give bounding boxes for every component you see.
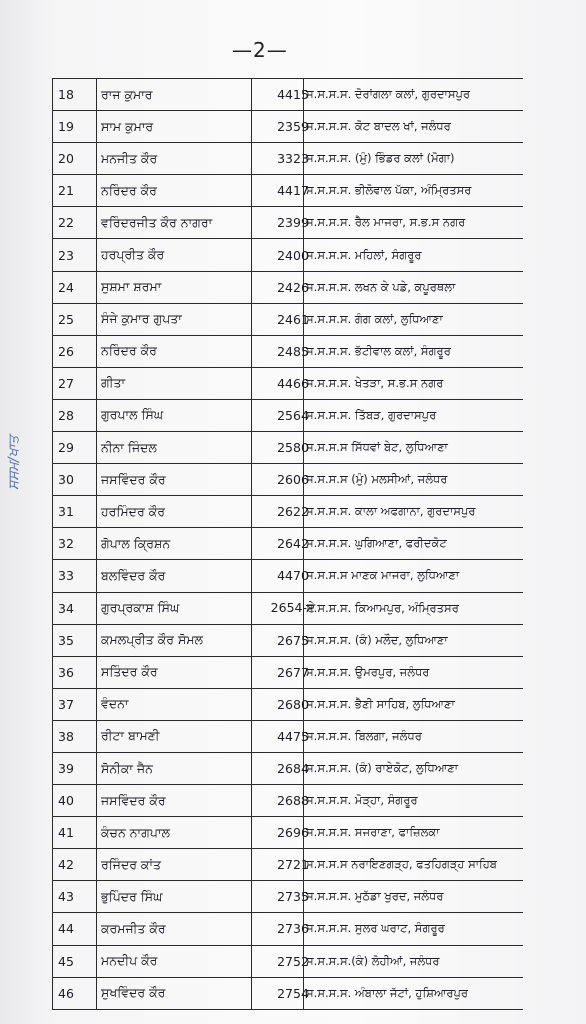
serial-number-cell: 22 [58,215,74,231]
serial-number-cell: 36 [58,664,74,680]
school-cell: ਸ.ਸ.ਸ.ਸ. ਦੋਰਾਂਗਲਾ ਕਲਾਂ, ਗੁਰਦਾਸਪੁਰ [306,87,471,102]
code-cell: 2696 [277,825,309,841]
code-cell: 2400 [277,247,309,263]
school-cell: ਸ.ਸ.ਸ.ਸ. (ਮੁੰ) ਭਿੰਡਰ ਕਲਾਂ (ਮੋਗਾ) [306,151,455,166]
school-cell: ਸ.ਸ.ਸ.ਸ. ਤਿੱਬੜ, ਗੁਰਦਾਸਪੁਰ [306,407,437,422]
column-divider [251,496,252,527]
serial-number-cell: 19 [58,119,74,135]
column-divider [251,817,252,848]
column-divider [251,946,252,977]
serial-number-cell: 40 [58,793,74,809]
serial-number-cell: 30 [58,472,74,488]
column-divider [251,207,252,238]
code-cell: 2580 [277,440,309,456]
teacher-name-cell: ਭੁਪਿੰਦਰ ਸਿੰਘ [101,888,163,904]
table-row [53,304,523,336]
code-cell: 2359 [277,119,309,135]
serial-number-cell: 25 [58,311,74,327]
serial-number-cell: 28 [58,407,74,423]
serial-number-cell: 26 [58,343,74,359]
table-row [53,913,523,945]
code-cell: 2426 [277,279,309,295]
teacher-name-cell: ਰੀਟਾ ਬਾਮਣੀ [101,728,160,744]
table-row [53,207,523,239]
school-cell: ਸ.ਸ.ਸ.ਸ. (ਕੰ) ਮਲੌਦ, ਲੁਧਿਆਣਾ [306,632,448,647]
column-divider [251,560,252,591]
teacher-name-cell: ਨਰਿੰਦਰ ਕੌਰ [101,182,157,198]
school-cell: ਸ.ਸ.ਸ.ਸ. ਗੰਗ ਕਲਾਂ, ਲੁਧਿਆਣਾ [306,311,443,326]
school-cell: ਸ.ਸ.ਸ.ਸ. ਮੁਠੱਡਾ ਖੁਰਦ, ਜਲੰਧਰ [306,889,444,904]
column-divider [251,111,252,142]
code-cell: 2485 [277,343,309,359]
teacher-name-cell: ਵਰਿੰਦਰਜੀਤ ਕੌਰ ਨਾਗਰਾ [101,214,213,230]
table-row [53,175,523,207]
teacher-name-cell: ਸਾਮ ਕੁਮਾਰ [101,118,154,134]
serial-number-cell: 20 [58,151,74,167]
column-divider [251,239,252,270]
table-row [53,657,523,689]
teacher-name-cell: ਰਾਜ ਕੁਮਾਰ [101,86,153,102]
code-cell: 4417 [277,183,309,199]
column-divider [251,336,252,367]
teacher-name-cell: ਗੀਤਾ [101,375,126,391]
teacher-name-cell: ਸੁਸ਼ਮਾ ਸ਼ਰਮਾ [101,279,162,295]
school-cell: ਸ.ਸ.ਸ.ਸ ਮਾਣਕ ਮਾਜਰਾ, ਲੁਧਿਆਣਾ [306,568,460,583]
column-divider [251,978,252,1009]
school-cell: ਸ.ਸ.ਸ.ਸ. ਕੋਟ ਬਾਦਲ ਖਾਂ, ਜਲੰਧਰ [306,119,451,134]
school-cell: ਸ.ਸ.ਸ.ਸ. ਕਿਆਮਪੁਰ, ਅੰਮ੍ਰਿਤਸਰ [306,600,459,615]
code-cell: 4466 [277,375,309,391]
table-row [53,593,523,625]
table-row [53,400,523,432]
teacher-name-cell: ਮਨਜੀਤ ਕੌਰ [101,150,158,166]
table-row [53,753,523,785]
school-cell: ਸ.ਸ.ਸ.ਸ. ਮੋੜ੍ਹਾ, ਸੰਗਰੂਰ [306,793,418,808]
code-cell: 2754 [277,985,309,1001]
school-cell: ਸ.ਸ.ਸ.ਸ. ਬਿਲਗਾ, ਜਲੰਧਰ [306,728,422,743]
page-number: —2— [232,38,288,62]
table-row [53,625,523,657]
column-divider [251,689,252,720]
table-row [53,560,523,592]
table-row [53,111,523,143]
school-cell: ਸ.ਸ.ਸ.ਸ.(ਕੰ) ਲੋਹੀਆਂ, ਜਲੰਧਰ [306,953,440,968]
teacher-name-cell: ਜਸਵਿੰਦਰ ਕੌਰ [101,471,166,487]
serial-number-cell: 27 [58,375,74,391]
teacher-name-cell: ਗੁਰਪ੍ਰਕਾਸ਼ ਸਿੰਘ [101,600,180,616]
teacher-name-cell: ਰਜਿੰਦਰ ਕਾਂਤ [101,856,161,872]
column-divider [251,721,252,752]
school-cell: ਸ.ਸ.ਸ.ਸ ਨਰਾਇਣਗੜ੍ਹ, ਫਤਹਿਗੜ੍ਹ ਸਾਹਿਬ [306,857,497,872]
column-divider [251,913,252,944]
column-divider [251,593,252,624]
column-divider [251,528,252,559]
school-cell: ਸ.ਸ.ਸ.ਸ. (ਕੰ) ਰਾਏਕੋਟ, ਲੁਧਿਆਣਾ [306,761,458,776]
column-divider [251,753,252,784]
teacher-list-table [52,78,523,1010]
serial-number-cell: 38 [58,728,74,744]
table-row [53,272,523,304]
code-cell: 3323 [277,151,309,167]
code-cell: 2680 [277,696,309,712]
column-divider [251,464,252,495]
serial-number-cell: 45 [58,953,74,969]
code-cell: 2564 [277,407,309,423]
code-cell: 2461 [277,311,309,327]
code-cell: 2399 [277,215,309,231]
teacher-name-cell: ਸਤਿੰਦਰ ਕੌਰ [101,664,158,680]
teacher-name-cell: ਗੋਪਾਲ ਕ੍ਰਿਸ਼ਨ [101,535,171,551]
school-cell: ਸ.ਸ.ਸ.ਸ. ਖੇਤੜਾ, ਸ.ਭ.ਸ ਨਗਰ [306,375,444,390]
serial-number-cell: 33 [58,568,74,584]
column-divider [251,849,252,880]
table-row [53,978,523,1010]
teacher-name-cell: ਨੀਨਾ ਜਿੰਦਲ [101,439,157,455]
column-divider [251,368,252,399]
column-divider [251,400,252,431]
table-row [53,528,523,560]
serial-number-cell: 34 [58,600,74,616]
table-row [53,689,523,721]
teacher-name-cell: ਕਮਲਪ੍ਰੀਤ ਕੌਰ ਸੋਮਲ [101,632,203,648]
serial-number-cell: 18 [58,87,74,103]
code-cell: 2752 [277,953,309,969]
code-cell: 2642 [277,536,309,552]
code-cell: 2677 [277,664,309,680]
teacher-name-cell: ਜਸਵਿੰਦਰ ਕੌਰ [101,792,166,808]
code-cell: 2735 [277,889,309,905]
school-cell: ਸ.ਸ.ਸ.ਸ ਸਿੱਧਵਾਂ ਬੇਟ, ਲੁਧਿਆਣਾ [306,440,448,455]
table-row [53,721,523,753]
serial-number-cell: 42 [58,857,74,873]
teacher-name-cell: ਕਰਮਜੀਤ ਕੌਰ [101,920,166,936]
table-row [53,946,523,978]
school-cell: ਸ.ਸ.ਸ.ਸ. ਅੰਬਾਲਾ ਜੱਟਾਂ, ਹੁਸ਼ਿਆਰਪੁਰ [306,985,469,1000]
teacher-name-cell: ਕੰਚਨ ਨਾਗਪਾਲ [101,824,170,840]
school-cell: ਸ.ਸ.ਸ.ਸ. ਰੈਲ ਮਾਜਰਾ, ਸ.ਭ.ਸ ਨਗਰ [306,215,466,230]
code-cell: 2622 [277,504,309,520]
serial-number-cell: 44 [58,921,74,937]
serial-number-cell: 35 [58,632,74,648]
code-cell: 4475 [277,728,309,744]
serial-number-cell: 41 [58,825,74,841]
column-divider [251,272,252,303]
teacher-name-cell: ਸੋਨੀਕਾ ਜੈਨ [101,760,153,776]
table-row [53,881,523,913]
code-cell: 2688 [277,793,309,809]
teacher-name-cell: ਸੰਜੇ ਕੁਮਾਰ ਗੁਪਤਾ [101,311,182,327]
school-cell: ਸ.ਸ.ਸ.ਸ. ਸੁਲਰ ਘਰਾਟ, ਸੰਗਰੂਰ [306,921,445,936]
teacher-name-cell: ਹਰਮਿੰਦਰ ਕੌਰ [101,503,165,519]
table-row [53,143,523,175]
column-divider [251,304,252,335]
school-cell: ਸ.ਸ.ਸ.ਸ (ਮੁੰ) ਮਲਸੀਆਂ, ਜਲੰਧਰ [306,472,448,487]
column-divider [251,785,252,816]
serial-number-cell: 37 [58,696,74,712]
school-cell: ਸ.ਸ.ਸ.ਸ. ਸਜਰਾਣਾ, ਫਾਜ਼ਿਲਕਾ [306,825,440,840]
table-row [53,496,523,528]
column-divider [251,175,252,206]
table-row [53,849,523,881]
code-cell: 2736 [277,921,309,937]
school-cell: ਸ.ਸ.ਸ.ਸ. ਮਹਿਲਾਂ, ਸੰਗਰੂਰ [306,247,422,262]
code-cell: 2684 [277,761,309,777]
table-row [53,785,523,817]
column-divider [251,143,252,174]
table-row [53,817,523,849]
column-divider [251,881,252,912]
table-row [53,368,523,400]
serial-number-cell: 29 [58,440,74,456]
school-cell: ਸ.ਸ.ਸ.ਸ. ਭੀਲੋਵਾਲ ਪੱਕਾ, ਅੰਮ੍ਰਿਤਸਰ [306,183,472,198]
serial-number-cell: 21 [58,183,74,199]
code-cell: 2654-ਏ [270,600,316,616]
table-row [53,239,523,271]
table-row [53,464,523,496]
table-row [53,432,523,464]
teacher-name-cell: ਬਲਵਿੰਦਰ ਕੌਰ [101,567,166,583]
serial-number-cell: 24 [58,279,74,295]
table-row [53,78,523,111]
serial-number-cell: 43 [58,889,74,905]
teacher-name-cell: ਸੁਖਵਿੰਦਰ ਕੌਰ [101,985,166,1001]
teacher-name-cell: ਮਨਦੀਪ ਕੌਰ [101,953,158,969]
column-divider [251,432,252,463]
school-cell: ਸ.ਸ.ਸ.ਸ. ਭੈਣੀ ਸਾਹਿਬ, ਲੁਧਿਆਣਾ [306,696,455,711]
serial-number-cell: 39 [58,761,74,777]
teacher-name-cell: ਹਰਪ੍ਰੀਤ ਕੌਰ [101,247,165,263]
serial-number-cell: 31 [58,504,74,520]
code-cell: 2675 [277,632,309,648]
table-row [53,336,523,368]
serial-number-cell: 23 [58,247,74,263]
teacher-name-cell: ਵੰਦਨਾ [101,696,129,712]
teacher-name-cell: ਨਰਿੰਦਰ ਕੌਰ [101,343,157,359]
column-divider [251,79,252,110]
serial-number-cell: 46 [58,985,74,1001]
code-cell: 2721 [277,857,309,873]
school-cell: ਸ.ਸ.ਸ.ਸ. ਉਮਰਪੁਰ, ਜਲੰਧਰ [306,664,430,679]
serial-number-cell: 32 [58,536,74,552]
teacher-name-cell: ਗੁਰਪਾਲ ਸਿੰਘ [101,407,164,423]
margin-handwritten-note: ਸਸਮ/ਖਾਤ [6,435,22,490]
code-cell: 4470 [277,568,309,584]
code-cell: 4415 [277,87,309,103]
code-cell: 2606 [277,472,309,488]
school-cell: ਸ.ਸ.ਸ.ਸ. ਭੱਟੀਵਾਲ ਕਲਾਂ, ਸੰਗਰੂਰ [306,343,451,358]
column-divider [251,657,252,688]
school-cell: ਸ.ਸ.ਸ.ਸ. ਕਾਲਾ ਅਫਗਾਨਾ, ਗੁਰਦਾਸਪੁਰ [306,504,476,519]
school-cell: ਸ.ਸ.ਸ.ਸ. ਲਖਨ ਕੇ ਪਡੇ, ਕਪੂਰਥਲਾ [306,279,456,294]
school-cell: ਸ.ਸ.ਸ.ਸ. ਘੁਗਿਆਣਾ, ਫਰੀਦਕੋਟ [306,536,447,551]
column-divider [251,625,252,656]
